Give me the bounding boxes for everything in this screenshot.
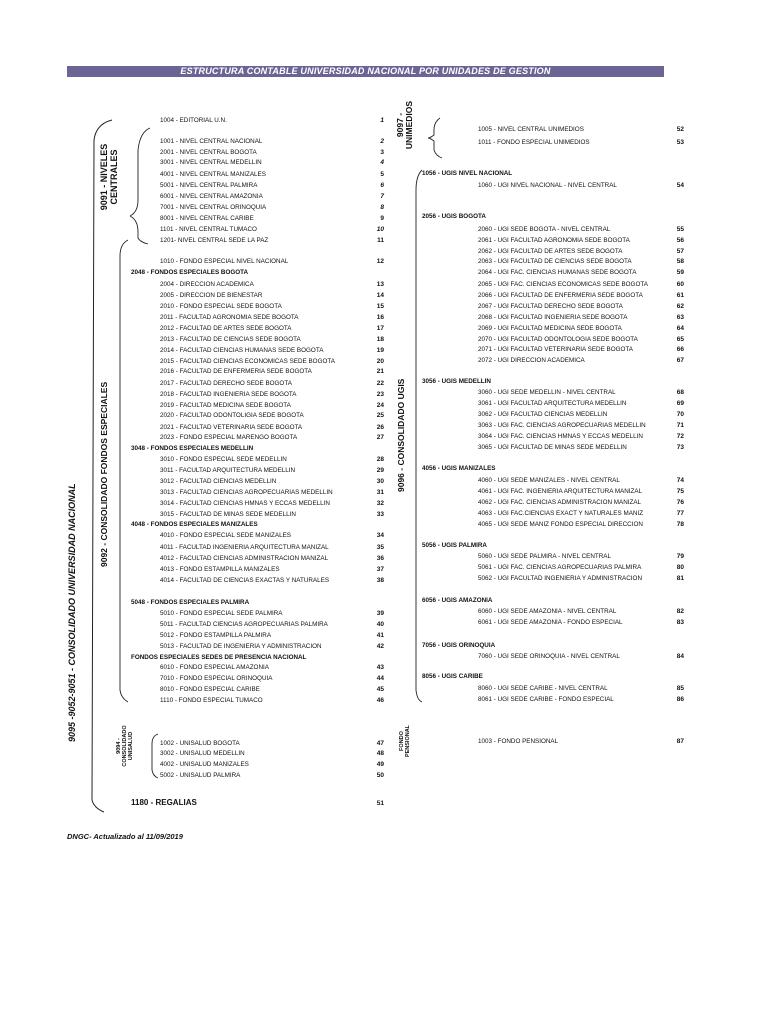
left-row-label: 6010 - FONDO ESPECIAL AMAZONIA bbox=[160, 664, 269, 671]
left-row-label: 3011 - FACULTAD ARQUITECTURA MEDELLIN bbox=[160, 467, 296, 474]
left-row-number: 29 bbox=[376, 467, 384, 474]
right-row-number: 63 bbox=[676, 314, 684, 321]
consolidado-un-label: 9095 -9052-9051 - CONSOLIDADO UNIVERSIDAD NACIONAL bbox=[67, 483, 77, 742]
left-row-label: 2001 - NIVEL CENTRAL BOGOTA bbox=[160, 149, 257, 156]
left-row-label: 5011 - FACULTAD CIENCIAS AGROPECUARIAS PALMIRA bbox=[160, 621, 328, 628]
left-row-number: 21 bbox=[376, 368, 384, 375]
left-row-number: 35 bbox=[376, 544, 384, 551]
right-row-number: 57 bbox=[676, 248, 684, 255]
left-row-number: 1 bbox=[380, 117, 384, 124]
right-row-number: 73 bbox=[676, 444, 684, 451]
left-row-number: 26 bbox=[376, 424, 384, 431]
right-row-label: 2071 - UGI FACULTAD VETERINARIA SEDE BOGOTA bbox=[478, 346, 634, 353]
left-row-label: 3015 - FACULTAD DE MINAS SEDE MEDELLIN bbox=[160, 511, 296, 518]
right-row-number: 54 bbox=[676, 182, 684, 189]
left-group-header: FONDOS ESPECIALES SEDES DE PRESENCIA NACIONAL bbox=[131, 654, 307, 661]
left-row-number: 27 bbox=[376, 434, 384, 441]
left-row-label: 5010 - FONDO ESPECIAL SEDE PALMIRA bbox=[160, 610, 283, 617]
right-row-label: 2070 - UGI FACULTAD ODONTOLOGIA SEDE BOGOTA bbox=[478, 336, 638, 343]
unisalud-brace bbox=[152, 734, 158, 778]
niveles-centrales-brace bbox=[130, 128, 150, 244]
right-row-number: 74 bbox=[676, 477, 684, 484]
right-row-label: 3061 - UGI FACULTAD ARQUITECTURA MEDELLIN bbox=[478, 400, 627, 407]
left-group-header: 4048 - FONDOS ESPECIALES MANIZALES bbox=[131, 521, 258, 528]
left-row-label: 4012 - FACULTAD CIENCIAS ADMINISTRACION MANIZAL bbox=[160, 555, 329, 562]
right-row-label: 4061 - UGI FAC. INGENIERIA ARQUITECTURA MANIZAL bbox=[478, 488, 643, 495]
left-row-number: 44 bbox=[376, 675, 384, 682]
left-row-number: 6 bbox=[380, 182, 384, 189]
left-row-label: 3002 - UNISALUD MEDELLIN bbox=[160, 750, 245, 757]
left-row-label: 2011 - FACULTAD AGRONOMIA SEDE BOGOTA bbox=[160, 314, 299, 321]
right-row-number: 58 bbox=[676, 258, 684, 265]
right-row-label: 2067 - UGI FACULTAD DERECHO SEDE BOGOTA bbox=[478, 303, 623, 310]
right-row-number: 84 bbox=[676, 653, 684, 660]
right-row-number: 85 bbox=[676, 685, 684, 692]
left-row-number: 32 bbox=[376, 500, 384, 507]
left-row-label: 2014 - FACULTAD CIENCIAS HUMANAS SEDE BOGOTA bbox=[160, 347, 324, 354]
right-row-number: 76 bbox=[676, 499, 684, 506]
left-row-label: 6001 - NIVEL CENTRAL AMAZONIA bbox=[160, 193, 263, 200]
left-row-number: 14 bbox=[376, 292, 384, 299]
right-row-number: 80 bbox=[676, 564, 684, 571]
left-row-label: 2005 - DIRECCION DE BIENESTAR bbox=[160, 292, 263, 299]
left-row-number: 46 bbox=[376, 697, 384, 704]
right-row-label: 6060 - UGI SEDE AMAZONIA - NIVEL CENTRAL bbox=[478, 608, 617, 615]
left-row-label: 4002 - UNISALUD MANIZALES bbox=[160, 761, 249, 768]
right-row-number: 64 bbox=[676, 325, 684, 332]
right-row-label: 1011 - FONDO ESPECIAL UNIMEDIOS bbox=[478, 139, 590, 146]
right-row-number: 62 bbox=[676, 303, 684, 310]
left-row-label: 5002 - UNISALUD PALMIRA bbox=[160, 772, 241, 779]
right-group-header: 1056 - UGIS NIVEL NACIONAL bbox=[422, 170, 513, 177]
left-row-number: 13 bbox=[376, 281, 384, 288]
right-row-number: 87 bbox=[676, 738, 684, 745]
unimedios-label: 9097 - UNIMEDIOS bbox=[395, 100, 415, 150]
left-row-label: 5012 - FONDO ESTAMPILLA PALMIRA bbox=[160, 632, 272, 639]
left-row-label: 2020 - FACULTAD ODONTOLIGIA SEDE BOGOTA bbox=[160, 412, 304, 419]
left-row-label: 1110 - FONDO ESPECIAL TUMACO bbox=[160, 697, 263, 704]
right-row-number: 52 bbox=[676, 126, 684, 133]
fondo-pensional-label: FONDO PENSIONAL bbox=[399, 724, 412, 758]
right-group-header: 8056 - UGIS CARIBE bbox=[422, 673, 483, 680]
left-row-label: 8010 - FONDO ESPECIAL CARIBE bbox=[160, 686, 260, 693]
right-row-label: 3062 - UGI FACULTAD CIENCIAS MEDELLIN bbox=[478, 411, 608, 418]
right-row-label: 4065 - UGI SEDE MANIZ FONDO ESPECIAL DIRECCION bbox=[478, 521, 643, 528]
left-group-header: 2048 - FONDOS ESPECIALES BOGOTA bbox=[131, 269, 249, 276]
left-row-label: 4010 - FONDO ESPECIAL SEDE MANIZALES bbox=[160, 532, 291, 539]
right-row-number: 79 bbox=[676, 553, 684, 560]
left-row-number: 3 bbox=[380, 149, 384, 156]
left-row-label: 4011 - FACULTAD INGENIERIA ARQUITECTURA MANIZAL bbox=[160, 544, 329, 551]
right-row-number: 59 bbox=[676, 269, 684, 276]
left-row-number: 16 bbox=[376, 314, 384, 321]
right-row-label: 4060 - UGI SEDE MANIZALES - NIVEL CENTRAL bbox=[478, 477, 620, 484]
right-row-label: 2069 - UGI FACULTAD MEDICINA SEDE BOGOTA bbox=[478, 325, 622, 332]
right-row-label: 2065 - UGI FAC. CIENCIAS ECONOMICAS SEDE BOGOTA bbox=[478, 281, 648, 288]
left-row-label: 2017 - FACULTAD DERECHO SEDE BOGOTA bbox=[160, 380, 292, 387]
left-row-label: 1201- NIVEL CENTRAL SEDE LA PAZ bbox=[160, 237, 269, 244]
right-group-header: 3056 - UGIS MEDELLIN bbox=[422, 378, 491, 385]
left-row-number: 37 bbox=[376, 566, 384, 573]
right-row-label: 1003 - FONDO PENSIONAL bbox=[478, 738, 559, 745]
fondos-especiales-label: 9092 - CONSOLIDADO FONDOS ESPECIALES bbox=[99, 381, 109, 567]
right-row-number: 83 bbox=[676, 619, 684, 626]
right-group-header: 6056 - UGIS AMAZONIA bbox=[422, 597, 493, 604]
right-group-header: 4056 - UGIS MANIZALES bbox=[422, 465, 496, 472]
right-row-label: 3063 - UGI FAC. CIENCIAS AGROPECUARIAS MEDELLIN bbox=[478, 422, 646, 429]
right-row-number: 68 bbox=[676, 389, 684, 396]
right-row-label: 2066 - UGI FACULTAD DE ENFERMERIA SEDE BOGOTA bbox=[478, 292, 643, 299]
right-row-label: 3065 - UGI FACULTAD DE MINAS SEDE MEDELLIN bbox=[478, 444, 627, 451]
left-row-number: 15 bbox=[376, 303, 384, 310]
left-row-label: 3013 - FACULTAD CIENCIAS AGROPECUARIAS MEDELLIN bbox=[160, 489, 333, 496]
right-row-number: 71 bbox=[676, 422, 684, 429]
right-row-label: 2062 - UGI FACULTAD DE ARTES SEDE BOGOTA bbox=[478, 248, 623, 255]
left-group-header: 5048 - FONDOS ESPECIALES PALMIRA bbox=[131, 599, 250, 606]
left-row-label: 2004 - DIRECCION ACADEMICA bbox=[160, 281, 254, 288]
left-row-number: 11 bbox=[377, 237, 384, 244]
right-row-number: 77 bbox=[676, 510, 684, 517]
left-row-number: 24 bbox=[376, 402, 384, 409]
left-row-label: 7001 - NIVEL CENTRAL ORINOQUIA bbox=[160, 204, 267, 211]
left-row-number: 22 bbox=[376, 380, 384, 387]
left-row-number: 28 bbox=[376, 456, 384, 463]
right-row-number: 75 bbox=[676, 488, 684, 495]
left-row-number: 19 bbox=[376, 347, 384, 354]
left-row-label: 1010 - FONDO ESPECIAL NIVEL NACIONAL bbox=[160, 258, 289, 265]
right-row-number: 56 bbox=[676, 237, 684, 244]
left-row-label: 4014 - FACULTAD DE CIENCIAS EXACTAS Y NATURALES bbox=[160, 577, 330, 584]
right-group-header: 7056 - UGIS ORINOQUIA bbox=[422, 642, 496, 649]
left-row-label: 2010 - FONDO ESPECIAL SEDE BOGOTA bbox=[160, 303, 282, 310]
left-row-number: 17 bbox=[376, 325, 384, 332]
right-row-label: 6061 - UGI SEDE AMAZONIA - FONDO ESPECIAL bbox=[478, 619, 623, 626]
right-row-label: 5061 - UGI FAC. CIENCIAS AGROPECUARIAS PALMIRA bbox=[478, 564, 642, 571]
right-row-number: 69 bbox=[676, 400, 684, 407]
left-row-label: 2012 - FACULTAD DE ARTES SEDE BOGOTA bbox=[160, 325, 292, 332]
left-row-number: 43 bbox=[376, 664, 384, 671]
fondos-especiales-brace bbox=[120, 240, 128, 702]
left-row-label: 1101 - NIVEL CENTRAL TUMACO bbox=[160, 226, 257, 233]
left-row-label: 5001 - NIVEL CENTRAL PALMIRA bbox=[160, 182, 258, 189]
left-row-number: 5 bbox=[380, 171, 384, 178]
left-row-number: 31 bbox=[376, 489, 384, 496]
left-row-label: 2013 - FACULTAD DE CIENCIAS SEDE BOGOTA bbox=[160, 336, 301, 343]
right-row-number: 82 bbox=[676, 608, 684, 615]
right-row-label: 4063 - UGI FAC.CIENCIAS EXACT Y NATURALES MANIZ bbox=[478, 510, 644, 517]
left-row-number: 50 bbox=[376, 772, 384, 779]
page-title: ESTRUCTURA CONTABLE UNIVERSIDAD NACIONAL POR UNIDADES DE GESTION bbox=[67, 66, 664, 77]
left-row-number: 33 bbox=[376, 511, 384, 518]
right-row-label: 2060 - UGI SEDE BOGOTA - NIVEL CENTRAL bbox=[478, 226, 611, 233]
left-row-number: 18 bbox=[376, 336, 384, 343]
right-row-number: 86 bbox=[676, 696, 684, 703]
left-row-number: 8 bbox=[380, 204, 384, 211]
regalias-label: 1180 - REGALIAS bbox=[131, 798, 197, 807]
left-row-number: 40 bbox=[376, 621, 384, 628]
right-row-label: 2063 - UGI FACULTAD DE CIENCIAS SEDE BOGOTA bbox=[478, 258, 632, 265]
footer-updated: DNGC- Actualizado al 11/09/2019 bbox=[67, 832, 183, 841]
left-row-label: 4001 - NIVEL CENTRAL MANIZALES bbox=[160, 171, 266, 178]
left-row-number: 49 bbox=[376, 761, 384, 768]
right-row-label: 7060 - UGI SEDE ORINOQUIA - NIVEL CENTRAL bbox=[478, 653, 620, 660]
left-row-number: 7 bbox=[380, 193, 384, 200]
left-row-number: 42 bbox=[376, 643, 384, 650]
right-row-number: 66 bbox=[676, 346, 684, 353]
right-row-label: 1060 - UGI NIVEL NACIONAL - NIVEL CENTRAL bbox=[478, 182, 617, 189]
ugis-label: 9096 - CONSOLIDADO UGIS bbox=[396, 378, 406, 492]
left-row-number: 36 bbox=[376, 555, 384, 562]
right-row-number: 53 bbox=[676, 139, 684, 146]
left-row-label: 3014 - FACULTAD CIENCIAS HMNAS Y ECCAS MEDELLIN bbox=[160, 500, 330, 507]
left-row-number: 39 bbox=[376, 610, 384, 617]
right-row-number: 78 bbox=[676, 521, 684, 528]
left-row-label: 2015 - FACULTAD CIENCIAS ECONOMICAS SEDE BOGOTA bbox=[160, 358, 335, 365]
unisalud-label: 9094 - CONSOLIDADO UNISALUD bbox=[116, 725, 135, 767]
right-row-label: 5060 - UGI SEDE PALMIRA - NIVEL CENTRAL bbox=[478, 553, 611, 560]
left-row-label: 1002 - UNISALUD BOGOTA bbox=[160, 740, 240, 747]
left-row-label: 7010 - FONDO ESPECIAL ORINOQUIA bbox=[160, 675, 273, 682]
regalias-number: 51 bbox=[376, 800, 384, 807]
right-row-number: 72 bbox=[676, 433, 684, 440]
right-row-label: 2068 - UGI FACULTAD INGENIERIA SEDE BOGOTA bbox=[478, 314, 628, 321]
right-row-number: 81 bbox=[676, 575, 684, 582]
right-row-label: 5062 - UGI FACULTAD INGENIERIA Y ADMINISTRACION bbox=[478, 575, 642, 582]
right-row-label: 2064 - UGI FAC. CIENCIAS HUMANAS SEDE BOGOTA bbox=[478, 269, 637, 276]
left-row-number: 45 bbox=[376, 686, 384, 693]
left-group-header: 3048 - FONDOS ESPECIALES MEDELLIN bbox=[131, 445, 254, 452]
right-row-label: 2061 - UGI FACULTAD AGRONOMIA SEDE BOGOTA bbox=[478, 237, 630, 244]
right-row-label: 8061 - UGI SEDE CARIBE - FONDO ESPECIAL bbox=[478, 696, 614, 703]
niveles-centrales-label: 9091 - NIVELES CENTRALES bbox=[99, 143, 119, 211]
regalias-row bbox=[131, 798, 197, 807]
left-row-number: 38 bbox=[376, 577, 384, 584]
left-row-number: 48 bbox=[376, 750, 384, 757]
left-row-number: 23 bbox=[376, 391, 384, 398]
left-row-label: 1004 - EDITORIAL U.N. bbox=[160, 117, 227, 124]
left-row-label: 2021 - FACULTAD VETERINARIA SEDE BOGOTA bbox=[160, 424, 303, 431]
left-row-label: 1001 - NIVEL CENTRAL NACIONAL bbox=[160, 138, 263, 145]
left-row-label: 2019 - FACULTAD MEDICINA SEDE BOGOTA bbox=[160, 402, 291, 409]
left-row-label: 2018 - FACULTAD INGENIERIA SEDE BOGOTA bbox=[160, 391, 297, 398]
right-row-label: 3064 - UGI FAC. CIENCIAS HMNAS Y ECCAS MEDELLIN bbox=[478, 433, 643, 440]
left-row-number: 47 bbox=[376, 740, 384, 747]
left-row-number: 20 bbox=[376, 358, 384, 365]
left-row-number: 34 bbox=[376, 532, 384, 539]
left-row-label: 8001 - NIVEL CENTRAL CARIBE bbox=[160, 215, 254, 222]
right-row-number: 65 bbox=[676, 336, 684, 343]
left-row-number: 2 bbox=[380, 138, 384, 145]
right-row-number: 61 bbox=[676, 292, 684, 299]
right-row-label: 8060 - UGI SEDE CARIBE - NIVEL CENTRAL bbox=[478, 685, 608, 692]
left-row-number: 12 bbox=[376, 258, 384, 265]
left-row-number: 9 bbox=[380, 215, 384, 222]
right-row-label: 4062 - UGI FAC. CIENCIAS ADMINISTRACION MANIZAL bbox=[478, 499, 642, 506]
left-row-label: 2023 - FONDO ESPECIAL MARENGO BOGOTA bbox=[160, 434, 298, 441]
left-row-label: 3012 - FACULTAD CIENCIAS MEDELLIN bbox=[160, 478, 277, 485]
left-row-number: 30 bbox=[376, 478, 384, 485]
right-row-label: 3060 - UGI SEDE MEDELLIN - NIVEL CENTRAL bbox=[478, 389, 616, 396]
left-row-number: 10 bbox=[376, 226, 384, 233]
left-row-number: 4 bbox=[380, 159, 384, 166]
left-row-number: 41 bbox=[376, 632, 384, 639]
left-row-label: 2016 - FACULTAD DE ENFERMERIA SEDE BOGOTA bbox=[160, 368, 312, 375]
left-row-label: 3010 - FONDO ESPECIAL SEDE MEDELLIN bbox=[160, 456, 287, 463]
right-row-number: 60 bbox=[676, 281, 684, 288]
right-row-number: 70 bbox=[676, 411, 684, 418]
left-row-label: 4013 - FONDO ESTAMPILLA MANIZALES bbox=[160, 566, 280, 573]
ugis-brace bbox=[416, 170, 422, 702]
left-row-label: 3001 - NIVEL CENTRAL MEDELLIN bbox=[160, 159, 262, 166]
right-group-header: 2056 - UGIS BOGOTA bbox=[422, 213, 486, 220]
right-group-header: 5056 - UGIS PALMIRA bbox=[422, 542, 487, 549]
left-row-number: 25 bbox=[376, 412, 384, 419]
right-row-label: 2072 - UGI DIRECCION ACADEMICA bbox=[478, 357, 585, 364]
left-row-label: 5013 - FACULTAD DE INGENIERIA Y ADMINISTRACION bbox=[160, 643, 322, 650]
unimedios-brace bbox=[428, 118, 442, 158]
right-row-number: 67 bbox=[676, 357, 684, 364]
right-row-number: 55 bbox=[676, 226, 684, 233]
right-row-label: 1005 - NIVEL CENTRAL UNIMEDIOS bbox=[478, 126, 584, 133]
